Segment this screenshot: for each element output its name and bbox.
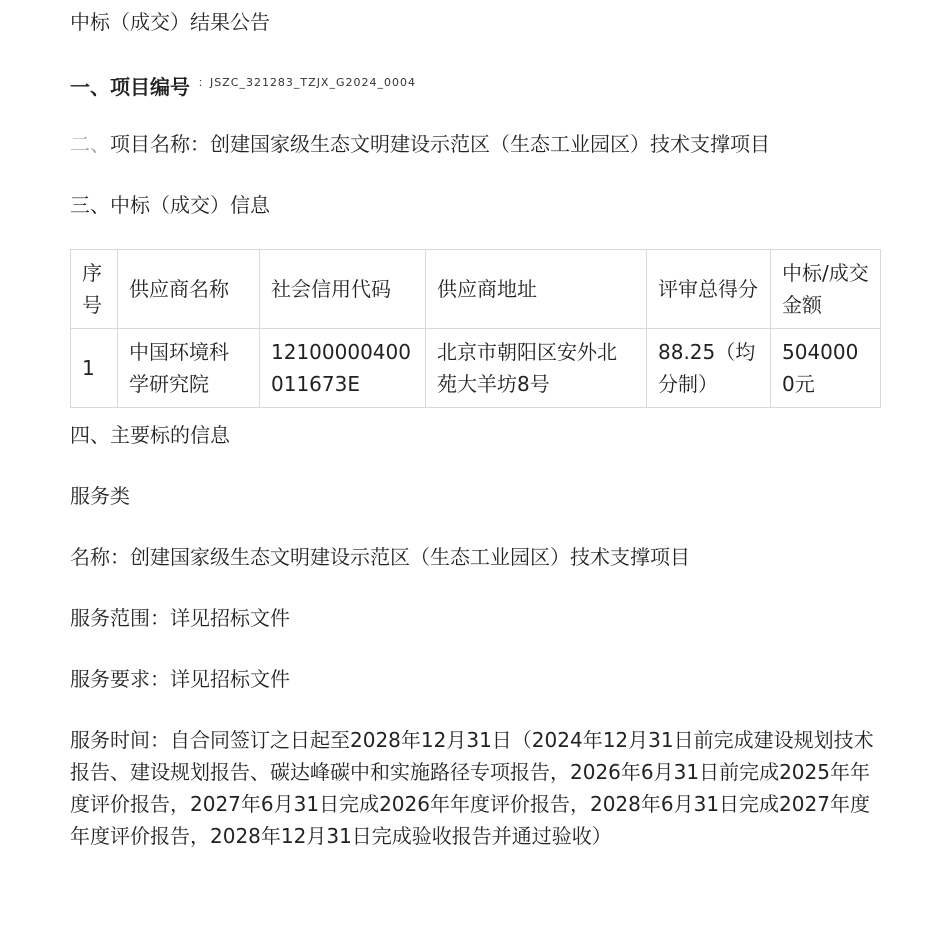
column-header: 供应商地址 [426,250,647,329]
column-header: 供应商名称 [118,250,260,329]
service-requirement: 服务要求：详见招标文件 [70,667,290,691]
winning-bid-table [70,249,881,408]
table-row [71,329,881,408]
row-index: 1 [71,329,118,408]
project-name: 项目名称：创建国家级生态文明建设示范区（生态工业园区）技术支撑项目 [110,132,770,156]
supplier-name: 中国环境科学研究院 [118,329,260,408]
project-number-label: 一、项目编号 [70,75,190,99]
project-number-value: ：JSZC_321283_TZJX_G2024_0004 [198,76,416,89]
project-name-line [70,130,770,158]
project-number-line [70,69,416,101]
section-two-number: 二、 [70,132,110,156]
service-name: 名称：创建国家级生态文明建设示范区（生态工业园区）技术支撑项目 [70,545,690,569]
service-category: 服务类 [70,484,130,508]
service-time: 服务时间：自合同签订之日起至2028年12月31日（2024年12月31日前完成建设规划技术报告、建设规划报告、碳达峰碳中和实施路径专项报告，2026年6月31日前完成2025年年度评价报告，2027年6月31日完成2026年年度评价报告，2028年6月31日完成2027年度年度评价报告，2028年12月31日完成验收报告并通过验收） [70,728,874,848]
column-header: 序号 [71,250,118,329]
column-header: 社会信用代码 [260,250,426,329]
review-score: 88.25（均分制） [647,329,771,408]
table-header-row [71,250,881,329]
column-header: 中标/成交金额 [771,250,881,329]
supplier-address: 北京市朝阳区安外北苑大羊坊8号 [426,329,647,408]
announcement-title: 中标（成交）结果公告 [70,10,270,34]
credit-code: 12100000400011673E [260,329,426,408]
column-header: 评审总得分 [647,250,771,329]
service-scope: 服务范围：详见招标文件 [70,606,290,630]
winning-info-heading: 三、中标（成交）信息 [70,193,270,217]
main-subject-heading: 四、主要标的信息 [70,423,230,447]
bid-amount: 5040000元 [771,329,881,408]
